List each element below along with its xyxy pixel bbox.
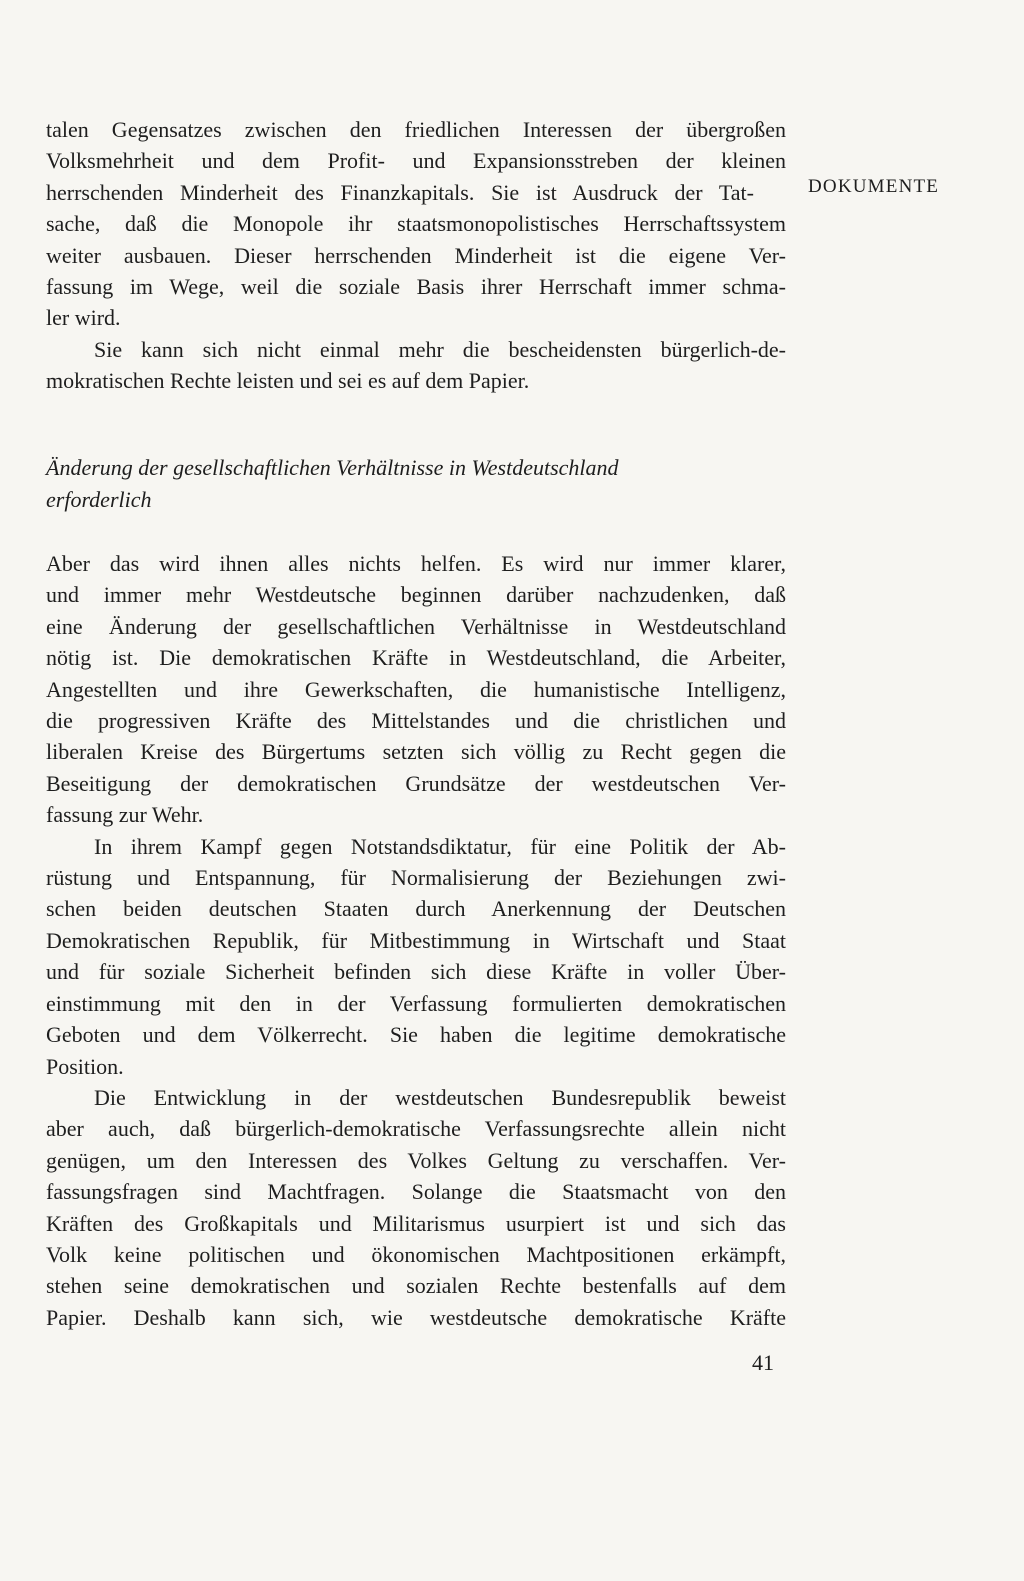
text-line: und für soziale Sicherheit befinden sich diese Kräfte in voller Über- bbox=[46, 959, 786, 985]
text-line: Geboten und dem Völkerrecht. Sie haben die legitime demokratische bbox=[46, 1022, 786, 1048]
text-line: aber auch, daß bürgerlich-demokratische Verfassungsrechte allein nicht bbox=[46, 1116, 786, 1142]
text-line: liberalen Kreise des Bürgertums setzten sich völlig zu Recht gegen die bbox=[46, 739, 786, 765]
text-line: eine Änderung der gesellschaftlichen Verhältnisse in Westdeutschland bbox=[46, 613, 786, 639]
text-line: Aber das wird ihnen alles nichts helfen. Es wird nur immer klarer, bbox=[46, 551, 786, 576]
text-line: Papier. Deshalb kann sich, wie westdeutsche demokratische Kräfte bbox=[46, 1304, 786, 1330]
text-line: ler wird. bbox=[46, 305, 121, 331]
heading-line: erforderlich bbox=[46, 487, 152, 512]
text-line: Die Entwicklung in der westdeutschen Bundesrepublik beweist bbox=[94, 1084, 786, 1110]
text-line: fassungsfragen sind Machtfragen. Solange die Staatsmacht von den bbox=[46, 1179, 786, 1205]
heading-line: Änderung der gesellschaftlichen Verhältnisse in Westdeutschland bbox=[46, 455, 619, 480]
text-line: Position. bbox=[46, 1053, 124, 1079]
text-line: mokratischen Rechte leisten und sei es auf dem Papier. bbox=[46, 368, 530, 394]
text-line: herrschenden Minderheit des Finanzkapitals. Sie ist Ausdruck der Tat- bbox=[46, 179, 754, 205]
text-line: genügen, um den Interessen des Volkes Geltung zu verschaffen. Ver- bbox=[46, 1147, 786, 1173]
text-line: talen Gegensatzes zwischen den friedlichen Interessen der übergroßen bbox=[46, 117, 786, 142]
text-line: Demokratischen Republik, für Mitbestimmung in Wirtschaft und Staat bbox=[46, 927, 786, 953]
text-line: Sie kann sich nicht einmal mehr die bescheidensten bürgerlich-de- bbox=[94, 336, 786, 362]
text-line: In ihrem Kampf gegen Notstandsdiktatur, für eine Politik der Ab- bbox=[94, 833, 786, 859]
text-line: nötig ist. Die demokratischen Kräfte in Westdeutschland, die Arbeiter, bbox=[46, 645, 786, 671]
section-heading bbox=[46, 452, 786, 516]
main-text-block bbox=[46, 548, 786, 1333]
margin-label: DOKUMENTE bbox=[808, 176, 940, 197]
page-number: 41 bbox=[752, 1350, 774, 1375]
text-line: und immer mehr Westdeutsche beginnen darüber nachzudenken, daß bbox=[46, 582, 786, 608]
text-line: Angestellten und ihre Gewerkschaften, die humanistische Intelligenz, bbox=[46, 676, 786, 702]
text-line: rüstung und Entspannung, für Normalisierung der Beziehungen zwi- bbox=[46, 865, 786, 891]
text-line: Volk keine politischen und ökonomischen Machtpositionen erkämpft, bbox=[46, 1241, 786, 1267]
text-line: weiter ausbauen. Dieser herrschenden Minderheit ist die eigene Ver- bbox=[46, 242, 786, 268]
text-line: sache, daß die Monopole ihr staatsmonopolistisches Herrschaftssystem bbox=[46, 211, 786, 237]
text-line: Beseitigung der demokratischen Grundsätze der westdeutschen Ver- bbox=[46, 770, 786, 796]
text-line: einstimmung mit den in der Verfassung formulierten demokratischen bbox=[46, 990, 786, 1016]
text-line: die progressiven Kräfte des Mittelstandes und die christlichen und bbox=[46, 708, 786, 734]
text-line: schen beiden deutschen Staaten durch Anerkennung der Deutschen bbox=[46, 896, 786, 922]
text-line: Volksmehrheit und dem Profit- und Expansionsstreben der kleinen bbox=[46, 148, 786, 174]
top-text-block bbox=[46, 114, 786, 397]
text-line: fassung im Wege, weil die soziale Basis ihrer Herrschaft immer schma- bbox=[46, 274, 786, 300]
text-line: Kräften des Großkapitals und Militarismus usurpiert ist und sich das bbox=[46, 1210, 786, 1236]
text-line: fassung zur Wehr. bbox=[46, 802, 204, 828]
text-line: stehen seine demokratischen und sozialen Rechte bestenfalls auf dem bbox=[46, 1273, 786, 1299]
